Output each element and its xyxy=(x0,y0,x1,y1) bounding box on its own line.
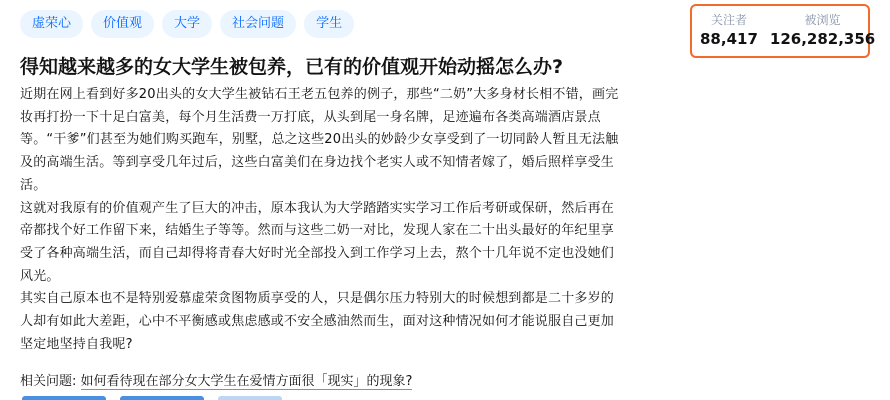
views-count: 126,282,356 xyxy=(769,30,876,48)
followers-count: 88,417 xyxy=(700,30,758,48)
cut-off-button[interactable] xyxy=(22,396,106,400)
related-question-link[interactable]: 如何看待现在部分女大学生在爱情方面很「现实」的现象? xyxy=(80,374,413,389)
topic-tag[interactable]: 社会问题 xyxy=(220,10,296,38)
topic-tags xyxy=(20,10,354,38)
question-paragraph: 近期在网上看到好多20出头的女大学生被钻石王老五包养的例子，那些“二奶”大多身材长相不错，画完妆再打扮一下十足白富美，每个月生活费一万打底，从头到尾一身名牌，足迹遍布各类高端酒店景点等。“干爹”们甚至为她们购买跑车，别墅，总之这些20出头的妙龄少女享受到了一切同龄人暂且无法触及的高端生活。等到享受几年过后，这些白富美们在身边找个老实人或不知情者嫁了，婚后照样享受生活。 xyxy=(20,87,619,193)
question-stats xyxy=(690,4,876,58)
followers-label: 关注者 xyxy=(710,13,747,27)
question-detail xyxy=(20,84,620,356)
question-paragraph: 其实自己原本也不是特别爱慕虚荣贪图物质享受的人，只是偶尔压力特别大的时候想到都是二十多岁的人却有如此大差距，心中不平衡感或焦虑感或不安全感油然而生，面对这种情况如何才能说服自己更加坚定地坚持自我呢? xyxy=(20,291,615,352)
followers-stat[interactable] xyxy=(700,12,758,50)
topic-tag[interactable]: 虚荣心 xyxy=(20,10,83,38)
question-title: 得知越来越多的女大学生被包养，已有的价值观开始动摇怎么办? xyxy=(20,56,564,78)
related-label: 相关问题: xyxy=(20,374,77,389)
topic-tag[interactable]: 价值观 xyxy=(91,10,154,38)
views-label: 被浏览 xyxy=(804,13,841,27)
cut-off-button[interactable] xyxy=(218,396,282,400)
question-paragraph: 这就对我原有的价值观产生了巨大的冲击，原本我认为大学踏踏实实学习工作后考研或保研，然后再在帝都找个好工作留下来，结婚生子等等。然而与这些二奶一对比，发现人家在二十出头最好的年纪里享受了各种高端生活，而自己却得将青春大好时光全部投入到工作学习上去，熬个十几年说不定也没她们风光。 xyxy=(20,200,615,284)
cut-off-button[interactable] xyxy=(120,396,204,400)
views-stat xyxy=(770,12,875,50)
related-question xyxy=(20,372,412,392)
topic-tag[interactable]: 学生 xyxy=(304,10,354,38)
topic-tag[interactable]: 大学 xyxy=(162,10,212,38)
